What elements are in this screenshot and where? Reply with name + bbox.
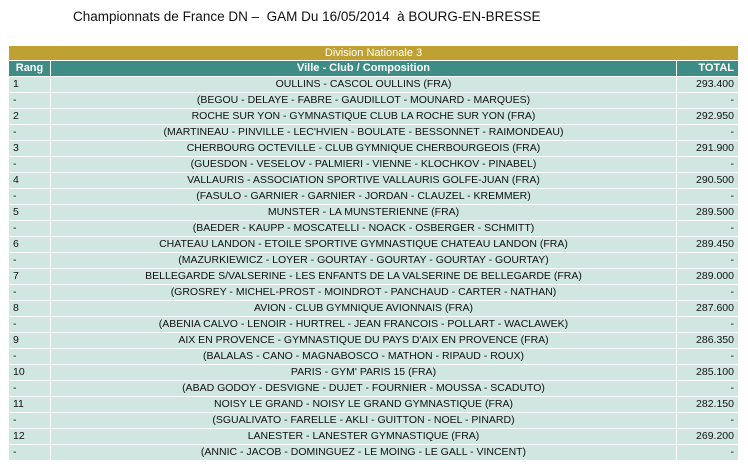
cell-club: (FASULO - GARNIER - GARNIER - JORDAN - CLAUZEL - KREMMER)	[51, 189, 677, 205]
table-row	[9, 189, 739, 205]
cell-rank: -	[9, 189, 51, 205]
cell-rank: 9	[9, 333, 51, 349]
table-row	[9, 77, 739, 93]
cell-club: CHERBOURG OCTEVILLE - CLUB GYMNIQUE CHERBOURGEOIS (FRA)	[51, 141, 677, 157]
table-row	[9, 221, 739, 237]
cell-rank: -	[9, 253, 51, 269]
table-row	[9, 317, 739, 333]
cell-club: (MARTINEAU - PINVILLE - LEC'HVIEN - BOULATE - BESSONNET - RAIMONDEAU)	[51, 125, 677, 141]
cell-total: -	[677, 125, 739, 141]
table-row	[9, 397, 739, 413]
table-row	[9, 349, 739, 365]
cell-total: -	[677, 317, 739, 333]
column-header-club: Ville - Club / Composition	[51, 61, 677, 77]
cell-total: 292.950	[677, 109, 739, 125]
cell-total: 269.200	[677, 429, 739, 445]
table-row	[9, 109, 739, 125]
cell-rank: -	[9, 93, 51, 109]
table-row	[9, 301, 739, 317]
table-row	[9, 333, 739, 349]
cell-total: 293.400	[677, 77, 739, 93]
cell-club: OULLINS - CASCOL OULLINS (FRA)	[51, 77, 677, 93]
cell-total: 289.000	[677, 269, 739, 285]
cell-club: LANESTER - LANESTER GYMNASTIQUE (FRA)	[51, 429, 677, 445]
cell-rank: 6	[9, 237, 51, 253]
division-header-row	[9, 46, 739, 61]
cell-total: -	[677, 189, 739, 205]
column-header-total: TOTAL	[677, 61, 739, 77]
cell-club: MUNSTER - LA MUNSTERIENNE (FRA)	[51, 205, 677, 221]
table-row	[9, 173, 739, 189]
cell-club: ROCHE SUR YON - GYMNASTIQUE CLUB LA ROCHE SUR YON (FRA)	[51, 109, 677, 125]
division-title: Division Nationale 3	[9, 46, 739, 61]
table-row	[9, 93, 739, 109]
cell-total: -	[677, 285, 739, 301]
cell-total: -	[677, 93, 739, 109]
cell-club: (BAEDER - KAUPP - MOSCATELLI - NOACK - OSBERGER - SCHMITT)	[51, 221, 677, 237]
column-header-row	[9, 61, 739, 77]
results-body	[9, 77, 739, 461]
cell-club: AIX EN PROVENCE - GYMNASTIQUE DU PAYS D'AIX EN PROVENCE (FRA)	[51, 333, 677, 349]
table-row	[9, 157, 739, 173]
cell-rank: -	[9, 125, 51, 141]
table-row	[9, 429, 739, 445]
cell-total: -	[677, 157, 739, 173]
cell-total: 290.500	[677, 173, 739, 189]
table-row	[9, 125, 739, 141]
cell-rank: -	[9, 285, 51, 301]
cell-total: 282.150	[677, 397, 739, 413]
cell-club: (BEGOU - DELAYE - FABRE - GAUDILLOT - MOUNARD - MARQUES)	[51, 93, 677, 109]
cell-club: PARIS - GYM' PARIS 15 (FRA)	[51, 365, 677, 381]
cell-total: -	[677, 413, 739, 429]
cell-total: 285.100	[677, 365, 739, 381]
cell-rank: -	[9, 413, 51, 429]
table-row	[9, 413, 739, 429]
cell-club: (GUESDON - VESELOV - PALMIERI - VIENNE - KLOCHKOV - PINABEL)	[51, 157, 677, 173]
table-row	[9, 381, 739, 397]
cell-rank: 3	[9, 141, 51, 157]
table-row	[9, 445, 739, 461]
cell-rank: 10	[9, 365, 51, 381]
document-title: Championnats de France DN – GAM Du 16/05/2014 à BOURG-EN-BRESSE	[73, 9, 541, 24]
cell-total: 287.600	[677, 301, 739, 317]
table-row	[9, 269, 739, 285]
cell-rank: 5	[9, 205, 51, 221]
table-row	[9, 285, 739, 301]
table-row	[9, 205, 739, 221]
cell-club: (GROSREY - MICHEL-PROST - MOINDROT - PANCHAUD - CARTER - NATHAN)	[51, 285, 677, 301]
cell-total: -	[677, 381, 739, 397]
cell-total: 289.450	[677, 237, 739, 253]
table-row	[9, 141, 739, 157]
cell-total: -	[677, 349, 739, 365]
cell-total: 289.500	[677, 205, 739, 221]
cell-rank: -	[9, 349, 51, 365]
table-row	[9, 237, 739, 253]
table-row	[9, 253, 739, 269]
cell-rank: 8	[9, 301, 51, 317]
results-table	[8, 45, 739, 461]
cell-rank: -	[9, 157, 51, 173]
cell-club: (ABAD GODOY - DESVIGNE - DUJET - FOURNIER - MOUSSA - SCADUTO)	[51, 381, 677, 397]
cell-total: 286.350	[677, 333, 739, 349]
cell-rank: 1	[9, 77, 51, 93]
cell-club: (BALALAS - CANO - MAGNABOSCO - MATHON - RIPAUD - ROUX)	[51, 349, 677, 365]
cell-club: BELLEGARDE S/VALSERINE - LES ENFANTS DE LA VALSERINE DE BELLEGARDE (FRA)	[51, 269, 677, 285]
cell-club: (ABENIA CALVO - LENOIR - HURTREL - JEAN FRANCOIS - POLLART - WACLAWEK)	[51, 317, 677, 333]
cell-rank: 2	[9, 109, 51, 125]
cell-rank: -	[9, 445, 51, 461]
cell-club: NOISY LE GRAND - NOISY LE GRAND GYMNASTIQUE (FRA)	[51, 397, 677, 413]
cell-rank: 11	[9, 397, 51, 413]
cell-total: -	[677, 253, 739, 269]
cell-rank: 4	[9, 173, 51, 189]
cell-club: CHATEAU LANDON - ETOILE SPORTIVE GYMNASTIQUE CHATEAU LANDON (FRA)	[51, 237, 677, 253]
cell-club: (ANNIC - JACOB - DOMINGUEZ - LE MOING - LE GALL - VINCENT)	[51, 445, 677, 461]
cell-rank: -	[9, 317, 51, 333]
cell-club: (SGUALIVATO - FARELLE - AKLI - GUITTON - NOEL - PINARD)	[51, 413, 677, 429]
cell-rank: 12	[9, 429, 51, 445]
cell-club: (MAZURKIEWICZ - LOYER - GOURTAY - GOURTAY - GOURTAY - GOURTAY)	[51, 253, 677, 269]
table-row	[9, 365, 739, 381]
cell-rank: -	[9, 381, 51, 397]
cell-club: AVION - CLUB GYMNIQUE AVIONNAIS (FRA)	[51, 301, 677, 317]
cell-rank: 7	[9, 269, 51, 285]
column-header-rank: Rang	[9, 61, 51, 77]
cell-club: VALLAURIS - ASSOCIATION SPORTIVE VALLAURIS GOLFE-JUAN (FRA)	[51, 173, 677, 189]
cell-rank: -	[9, 221, 51, 237]
cell-total: 291.900	[677, 141, 739, 157]
cell-total: -	[677, 445, 739, 461]
cell-total: -	[677, 221, 739, 237]
